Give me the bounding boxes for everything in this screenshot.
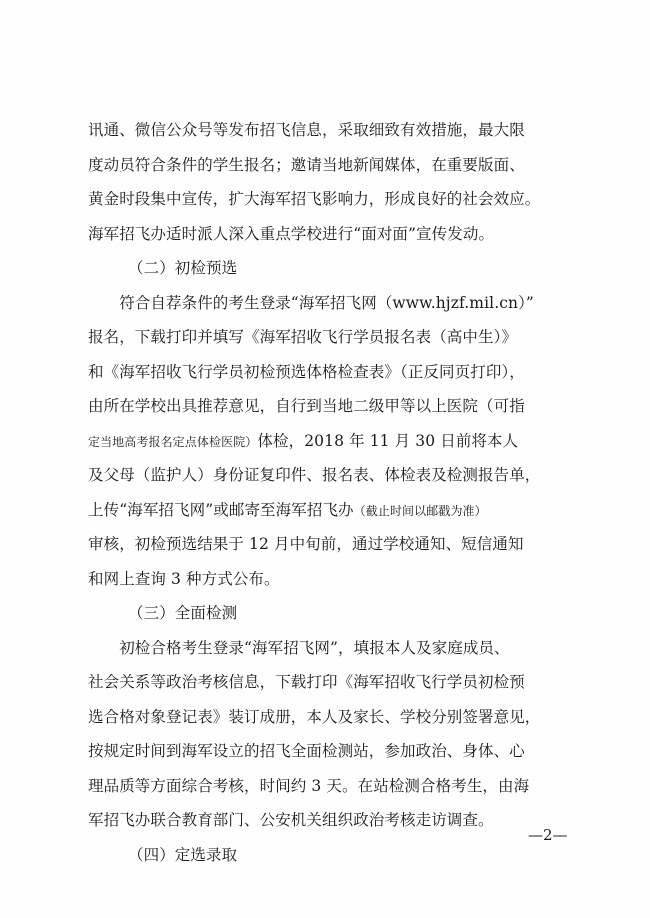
text-segment: 体检，2018 年 11 月 30 日前将本人	[257, 431, 519, 450]
text-line: 和网上查询 3 种方式公布。	[88, 569, 280, 588]
section-heading	[88, 838, 578, 873]
section-heading-text: （三）全面检测	[128, 604, 238, 622]
text-line: 由所在学校出具推荐意见，自行到当地二级甲等以上医院（可指	[88, 397, 525, 415]
small-note-text: （截止时间以邮戳为准）	[353, 503, 487, 518]
text-line: 报名，下载打印并填写《海军招收飞行学员报名表（高中生）》	[88, 328, 518, 346]
text-line	[88, 424, 578, 459]
text-line: 及父母（监护人）身份证复印件、报名表、体检表及检测报告单，	[88, 466, 541, 484]
page-number: —2—	[528, 826, 568, 844]
text-line: 海军招飞办适时派人深入重点学校进行“面对面”宣传发动。	[88, 224, 495, 243]
document-body	[88, 113, 578, 872]
text-line: 度动员符合条件的学生报名；邀请当地新闻媒体，在重要版面、	[88, 155, 525, 174]
text-line: 按规定时间到海军设立的招飞全面检测站，参加政治、身体、心	[88, 742, 525, 760]
text-line: 讯通、微信公众号等发布招飞信息，采取细致有效措施，最大限	[88, 121, 525, 139]
section-heading-text: （四）定选录取	[128, 845, 238, 864]
text-line: 初检合格考生登录“海军招飞网”，填报本人及家庭成员、	[88, 638, 510, 657]
section-heading-text: （二）初检预选	[128, 259, 238, 277]
text-line: 审核，初检预选结果于 12 月中旬前，通过学校通知、短信通知	[88, 535, 524, 553]
small-note-text: 定当地高考报名定点体检医院）	[88, 434, 258, 449]
text-line	[88, 493, 578, 528]
text-segment: 上传“海军招飞网”或邮寄至海军招飞办	[88, 500, 354, 519]
section-heading	[88, 251, 578, 286]
text-line: 黄金时段集中宣传，扩大海军招飞影响力，形成良好的社会效应。	[88, 190, 541, 208]
text-line: 符合自荐条件的考生登录“海军招飞网（www.hjzf.mil.cn）”	[88, 293, 534, 312]
text-line: 和《海军招收飞行学员初检预选体格检查表》（正反同页打印），	[88, 362, 525, 381]
text-line: 军招飞办联合教育部门、公安机关组织政治考核走访调查。	[88, 811, 494, 829]
text-line: 理品质等方面综合考核，时间约 3 天。在站检测合格考生，由海	[88, 776, 530, 795]
text-line: 社会关系等政治考核信息，下载打印《海军招收飞行学员初检预	[88, 673, 525, 691]
section-heading	[88, 596, 578, 631]
text-line: 选合格对象登记表》装订成册，本人及家长、学校分别签署意见，	[88, 707, 541, 726]
